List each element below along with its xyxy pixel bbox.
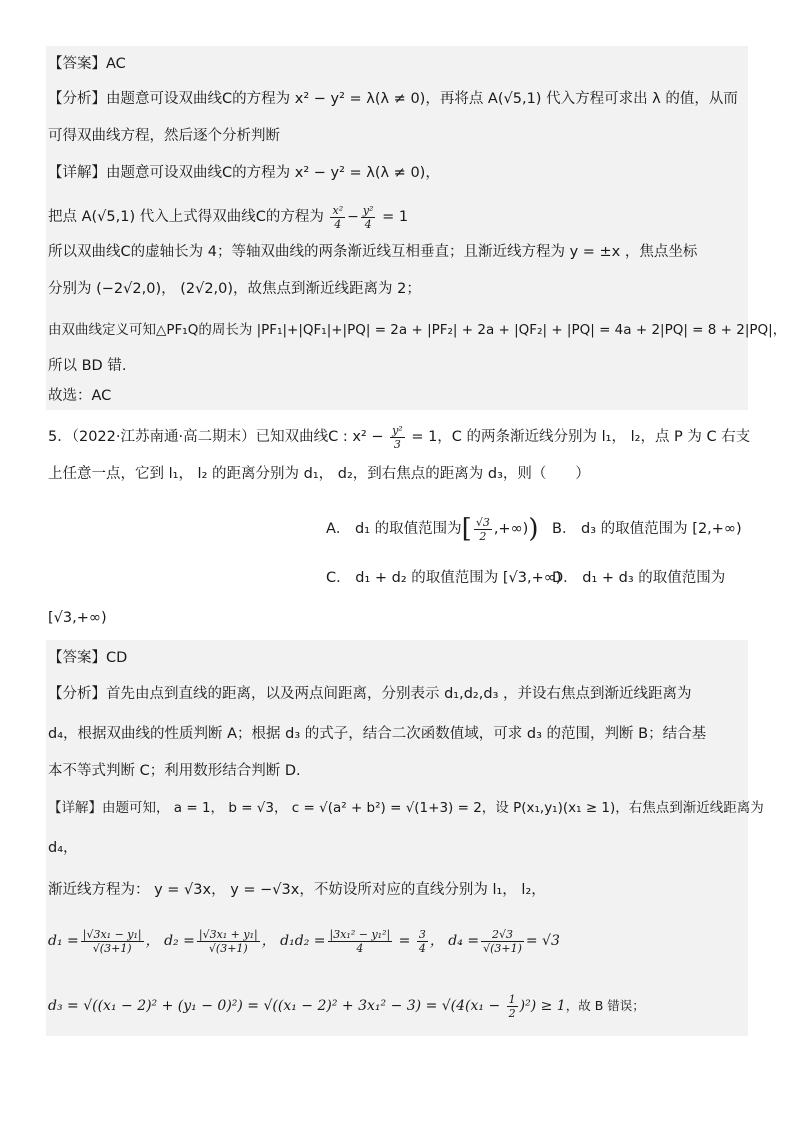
choice-line: 故选：AC bbox=[48, 388, 112, 404]
detail-q5-line-2: d₄， bbox=[48, 840, 78, 856]
option-b: B． d₃ 的取值范围为 [2,+∞) bbox=[552, 521, 742, 537]
answer-label: 【答案】AC bbox=[48, 56, 126, 72]
fraction-x2-over-4: $\frac{\text{x²}}{4}$ bbox=[332, 203, 344, 231]
detail-line-6: 所以 BD 错. bbox=[48, 358, 127, 374]
detail-line-2-text: 把点 A(√5,1) 代入上式得双曲线C的方程为 bbox=[48, 209, 329, 225]
fraction-three-quarters: $\frac{3}{4}$ bbox=[418, 928, 426, 955]
analysis-q5-line-3: 本不等式判断 C；利用数形结合判断 D. bbox=[48, 763, 301, 779]
option-d: D． d₁ + d₃ 的取值范围为 bbox=[552, 570, 726, 586]
distance-formulas: d₁ = $\frac{\text{|√3x₁ − y₁|}}{√(3+1)}$ ， d₂ = $\frac{\text{|√3x₁ + y₁|}}{√(3+1)}$ ， d₁d₂ = $\frac{\text{|3x₁² − y₁²|}}{4}$ = $\frac{3}{4}$ ， d₄ = $\frac{2√3}{√(3+1)}$ = √3 bbox=[48, 928, 560, 955]
analysis-line-1: 【分析】由题意可设双曲线C的方程为 x² − y² = λ(λ ≠ 0)，再将点 A(√5,1) 代入方程可求出 λ 的值，从而 bbox=[48, 91, 738, 107]
question-5-line-1: 5．（2022·江苏南通·高二期末）已知双曲线C : x² − $\frac{\text{y²}}{3}$ = 1，C 的两条渐近线分别为 l₁， l₂，点 P 为 C 右支 bbox=[48, 423, 751, 451]
detail-line-4: 分别为 (−2√2,0)， (2√2,0)，故焦点到渐近线距离为 2； bbox=[48, 281, 421, 297]
analysis-q5-line-1: 【分析】首先由点到直线的距离，以及两点间距离，分别表示 d₁,d₂,d₃ ，并设右焦点到渐近线距离为 bbox=[48, 686, 692, 702]
fraction-d1d2: $\frac{\text{|3x₁² − y₁²|}}{4}$ bbox=[329, 928, 391, 955]
fraction-y2-over-3: $\frac{\text{y²}}{3}$ bbox=[392, 423, 403, 451]
fraction-y2-over-4: $\frac{\text{y²}}{4}$ bbox=[362, 203, 374, 231]
fraction-one-half: $\frac{1}{2}$ bbox=[508, 993, 516, 1020]
fraction-d4: $\frac{2√3}{√(3+1)}$ bbox=[483, 928, 522, 955]
detail-q5-line-3: 渐近线方程为： y = √3x， y = −√3x，不妨设所对应的直线分别为 l₁， l₂， bbox=[48, 882, 546, 898]
detail-line-5: 由双曲线定义可知△PF₁Q的周长为 |PF₁|+|QF₁|+|PQ| = 2a + |PF₂| + 2a + |QF₂| + |PQ| = 4a + 2|PQ| = 8 + 2|PQ|， bbox=[48, 322, 787, 338]
option-a: A． d₁ 的取值范围为[ $\frac{√3}{2}$ ,+∞)) bbox=[326, 514, 539, 544]
option-d-continued: [√3,+∞) bbox=[48, 610, 107, 626]
fraction-d2: $\frac{\text{|√3x₁ + y₁|}}{√(3+1)}$ bbox=[198, 928, 258, 955]
detail-line-3: 所以双曲线C的虚轴长为 4；等轴双曲线的两条渐近线互相垂直；且渐近线方程为 y = ±x ，焦点坐标 bbox=[48, 244, 698, 260]
question-5-line-2: 上任意一点，它到 l₁， l₂ 的距离分别为 d₁， d₂，到右焦点的距离为 d₃，则（ ） bbox=[48, 466, 590, 482]
fraction-sqrt3-over-2: $\frac{√3}{2}$ bbox=[475, 515, 490, 543]
detail-q5-line-1: 【详解】由题可知， a = 1， b = √3， c = √(a² + b²) = √(1+3) = 2，设 P(x₁,y₁)(x₁ ≥ 1)，右焦点到渐近线距离为 bbox=[48, 800, 764, 816]
detail-line-2: 把点 A(√5,1) 代入上式得双曲线C的方程为 $\frac{\text{x²}}{4}$ − $\frac{\text{y²}}{4}$ = 1 bbox=[48, 203, 409, 231]
answer-label-q5: 【答案】CD bbox=[48, 650, 128, 666]
d3-formula: d₃ = √((x₁ − 2)² + (y₁ − 0)²) = √((x₁ − 2)² + 3x₁² − 3) = √(4(x₁ − $\frac{1}{2}$ )²) ≥ 1，故 B 错误； bbox=[48, 993, 645, 1020]
analysis-q5-line-2: d₄，根据双曲线的性质判断 A；根据 d₃ 的式子，结合二次函数值域，可求 d₃ 的范围，判断 B；结合基 bbox=[48, 726, 707, 742]
detail-line-1: 【详解】由题意可设双曲线C的方程为 x² − y² = λ(λ ≠ 0)， bbox=[48, 165, 440, 181]
option-c: C． d₁ + d₂ 的取值范围为 [√3,+∞) bbox=[326, 570, 562, 586]
fraction-d1: $\frac{\text{|√3x₁ − y₁|}}{√(3+1)}$ bbox=[82, 928, 142, 955]
analysis-line-2: 可得双曲线方程，然后逐个分析判断 bbox=[48, 128, 280, 144]
